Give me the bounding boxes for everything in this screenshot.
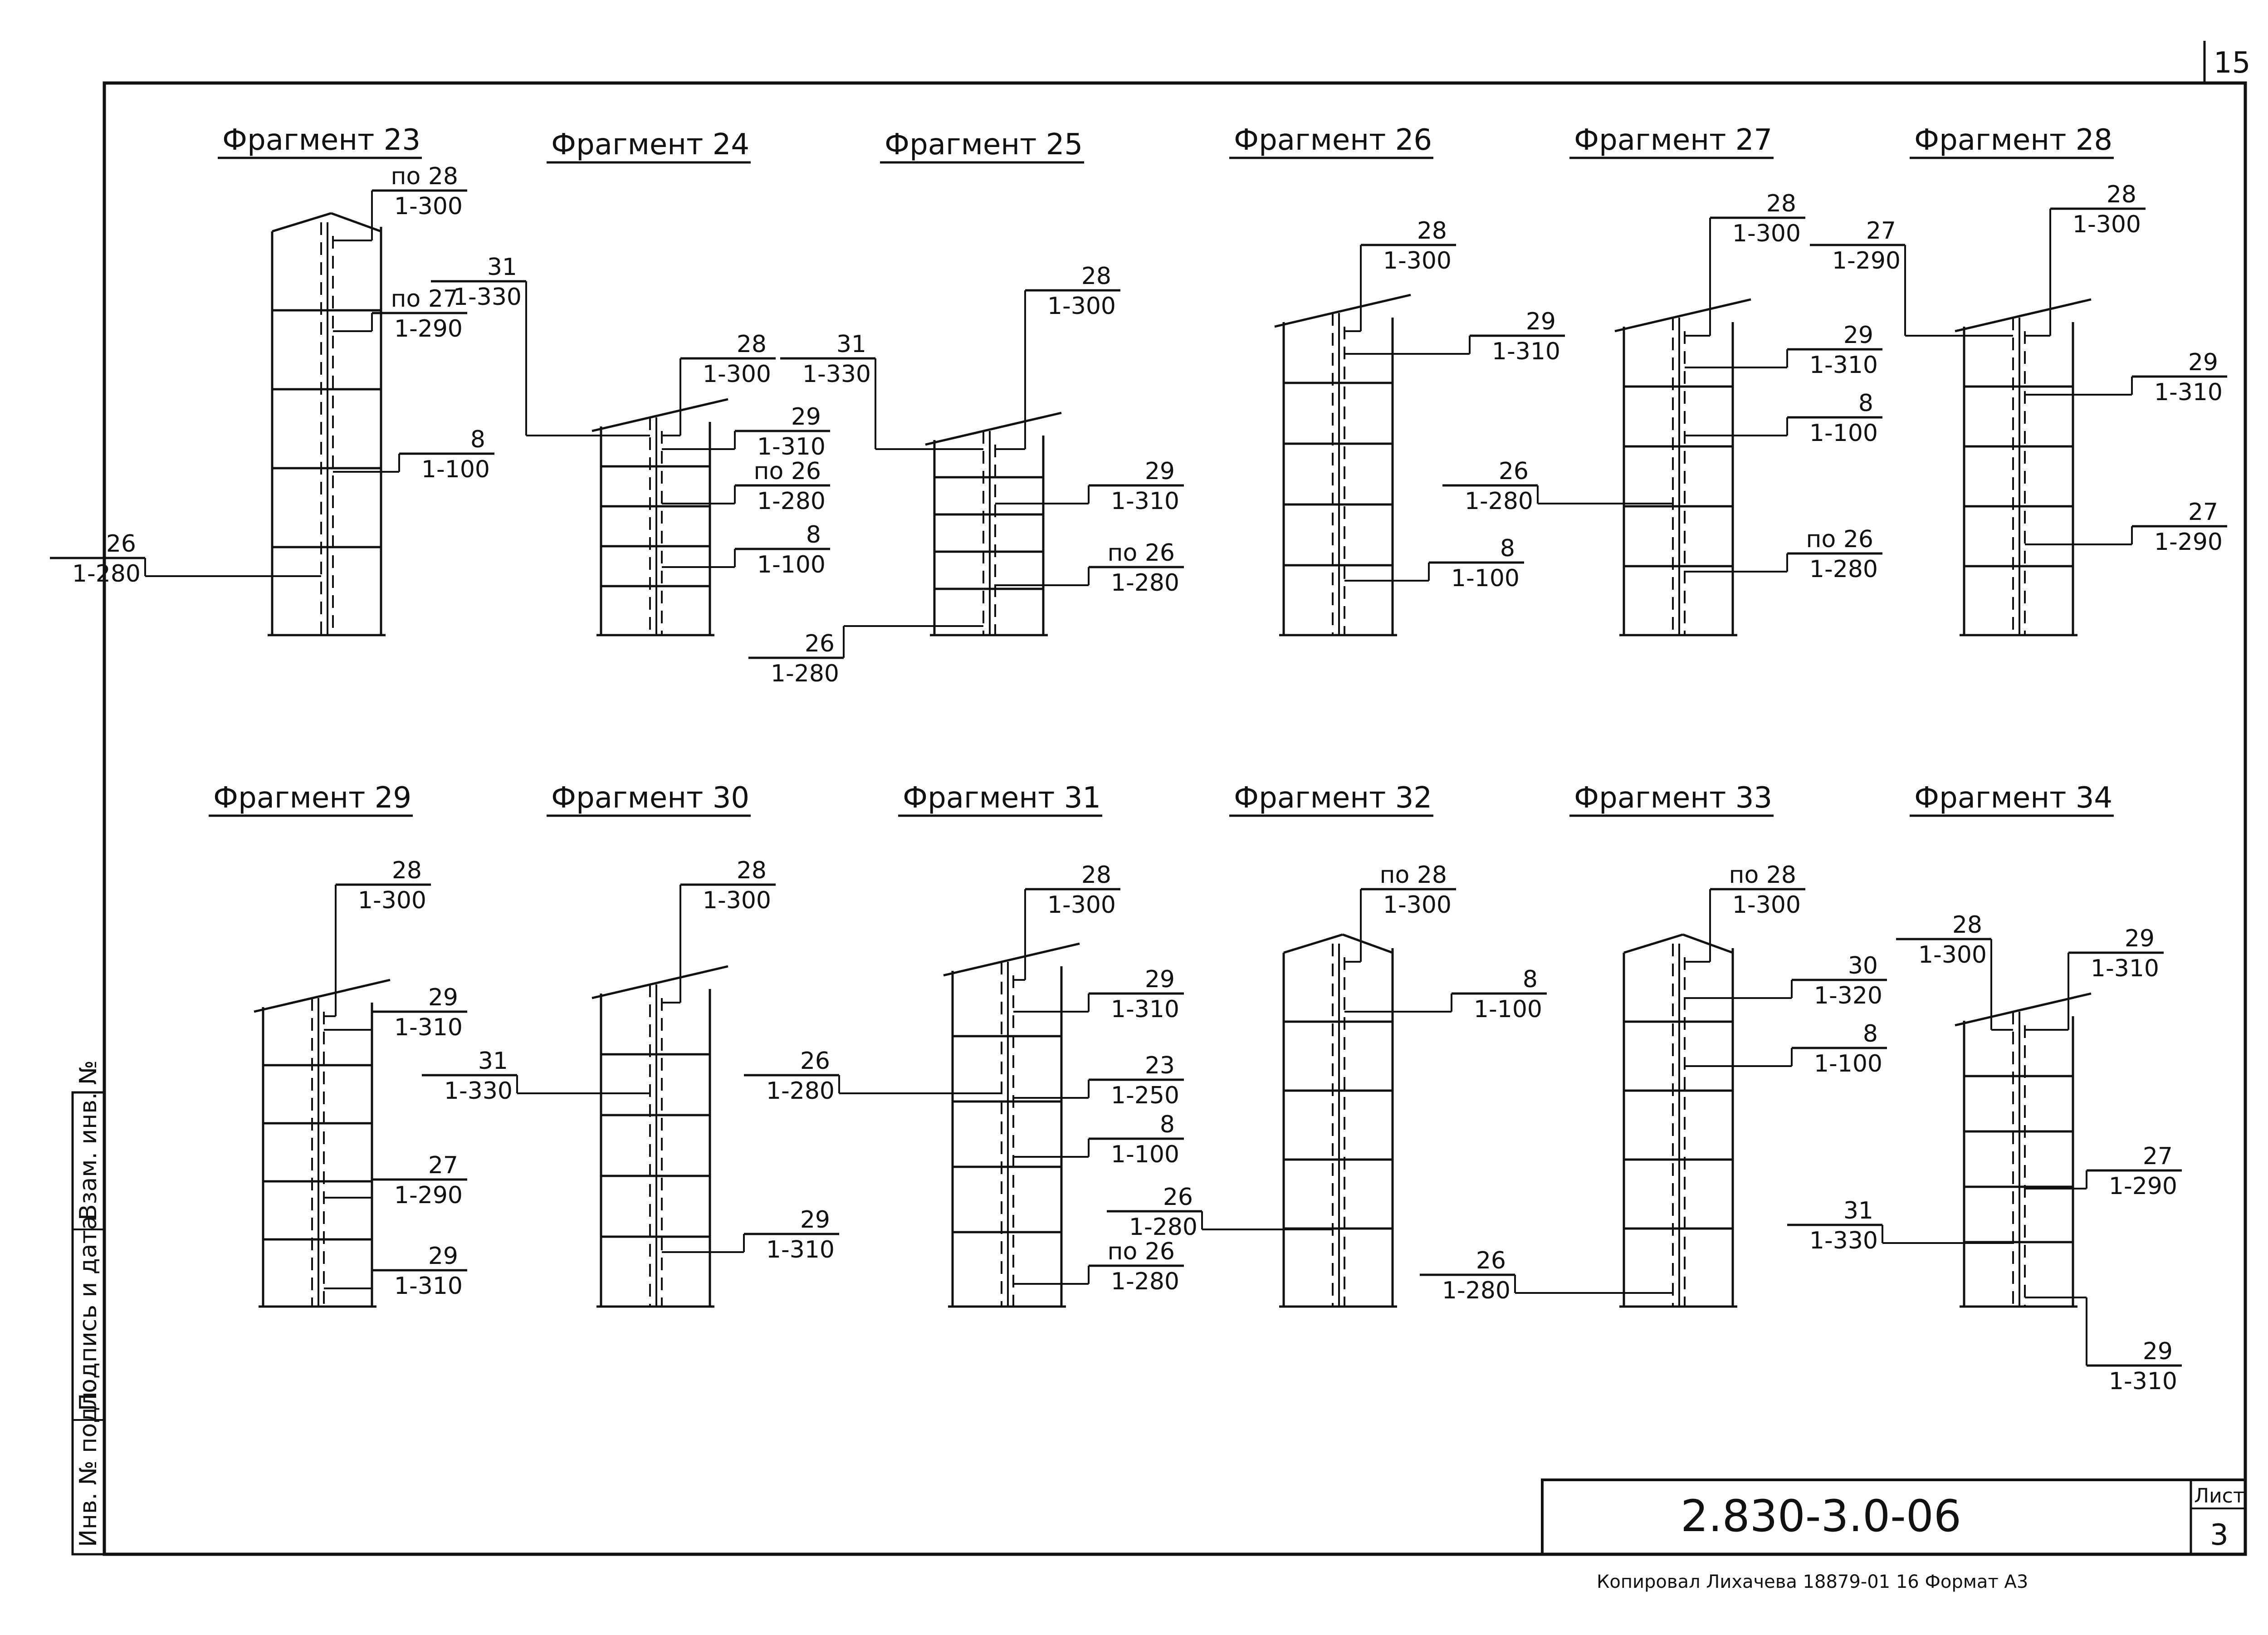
callout-number: 29 [1144, 966, 1175, 993]
callout-number: 23 [1144, 1052, 1175, 1079]
fragment-32 [1107, 781, 1547, 1307]
fragment-29 [209, 781, 467, 1307]
callout-number: 8 [1862, 1020, 1878, 1048]
callout-number: по 26 [1107, 539, 1175, 567]
roof-edge [592, 966, 728, 998]
callout-number: 29 [1144, 458, 1175, 485]
roof-edge [943, 944, 1080, 975]
callout-scale: 1-310 [2090, 955, 2159, 982]
roof-edge [1624, 935, 1683, 953]
callout-number: 26 [1498, 458, 1529, 485]
callout-number: 26 [804, 630, 835, 657]
callout-scale: 1-280 [757, 488, 826, 515]
callout-number: 28 [1081, 862, 1111, 889]
callout-number: 8 [806, 521, 821, 548]
callout-number: 8 [1522, 966, 1538, 993]
document-code: 2.830-3.0-06 [1681, 1491, 1961, 1542]
stamp-inv-podl: Инв. № подл. [75, 1384, 102, 1547]
fragment-title: Фрагмент 29 [213, 781, 412, 815]
fragment-title: Фрагмент 32 [1234, 781, 1432, 815]
callout-scale: 1-310 [1491, 338, 1560, 365]
callout-number: 29 [2188, 349, 2218, 376]
callout-number: по 26 [1107, 1238, 1175, 1265]
sheet-number: 3 [2210, 1518, 2229, 1552]
callout-number: 30 [1848, 952, 1878, 979]
callout-scale: 1-330 [444, 1077, 513, 1105]
callout-scale: 1-100 [421, 456, 490, 483]
callout-number: 29 [1843, 322, 1873, 349]
callout-scale: 1-100 [1473, 996, 1542, 1023]
callout-scale: 1-300 [394, 193, 463, 220]
callout-scale: 1-300 [1918, 941, 1987, 969]
fragment-title: Фрагмент 23 [222, 123, 421, 157]
fragment-title: Фрагмент 25 [885, 128, 1083, 162]
fragment-title: Фрагмент 33 [1574, 781, 1773, 815]
callout-number: 29 [2124, 925, 2155, 952]
callout-scale: 1-300 [357, 887, 426, 914]
roof-edge [592, 399, 728, 431]
callout-number: 31 [836, 331, 866, 358]
callout-scale: 1-330 [453, 284, 522, 311]
callout-scale: 1-310 [2108, 1368, 2177, 1395]
callout-scale: 1-290 [1832, 247, 1901, 274]
callout-scale: 1-310 [394, 1273, 463, 1300]
callout-number: 29 [791, 403, 821, 431]
roof-edge [1955, 299, 2091, 331]
callout-scale: 1-280 [1110, 1268, 1179, 1295]
callout-scale: 1-280 [770, 660, 839, 687]
fragment-title: Фрагмент 28 [1914, 123, 2113, 157]
callout-number: 31 [478, 1048, 508, 1075]
roof-edge [272, 213, 331, 231]
fragment-title: Фрагмент 24 [551, 128, 750, 162]
callout-number: 27 [2142, 1143, 2173, 1170]
callout-number: 28 [736, 857, 767, 884]
sheet-label: Лист [2194, 1484, 2245, 1508]
callout-number: по 28 [1729, 862, 1796, 889]
callout-number: по 27 [391, 285, 458, 313]
callout-scale: 1-100 [1809, 420, 1878, 447]
callout-scale: 1-330 [1809, 1227, 1878, 1254]
roof-edge [1955, 994, 2091, 1025]
callout-number: 31 [487, 254, 517, 281]
callout-number: 26 [1476, 1247, 1506, 1274]
callout-scale: 1-290 [394, 1182, 463, 1209]
fragment-group [50, 123, 2227, 1395]
callout-number: 29 [428, 984, 458, 1011]
fragment-24 [431, 128, 830, 635]
callout-scale: 1-300 [1383, 247, 1452, 274]
fragment-title: Фрагмент 34 [1914, 781, 2113, 815]
callout-number: 29 [1525, 308, 1556, 335]
callout-scale: 1-280 [1129, 1214, 1198, 1241]
callout-number: по 26 [1806, 526, 1873, 553]
callout-scale: 1-310 [1809, 352, 1878, 379]
callout-scale: 1-300 [1383, 891, 1452, 919]
callout-scale: 1-330 [802, 361, 871, 388]
callout-scale: 1-280 [1464, 488, 1533, 515]
callout-number: по 28 [1379, 862, 1447, 889]
callout-scale: 1-310 [757, 433, 826, 460]
callout-number: 8 [470, 426, 485, 453]
roof-edge [1275, 295, 1411, 327]
callout-scale: 1-100 [1110, 1141, 1179, 1168]
callout-scale: 1-310 [1110, 996, 1179, 1023]
side-stamp [73, 1060, 104, 1554]
callout-number: 28 [1417, 217, 1447, 245]
roof-edge [254, 980, 390, 1012]
callout-number: 28 [1766, 190, 1796, 217]
roof-edge [331, 213, 381, 231]
callout-scale: 1-300 [2072, 211, 2141, 238]
callout-scale: 1-290 [2108, 1173, 2177, 1200]
fragment-34 [1787, 781, 2182, 1395]
title-block [1542, 1480, 2245, 1554]
callout-number: 29 [428, 1243, 458, 1270]
roof-edge [1284, 935, 1343, 953]
callout-scale: 1-100 [757, 551, 826, 578]
callout-scale: 1-300 [1732, 220, 1801, 247]
callout-number: 8 [1500, 535, 1515, 562]
callout-scale: 1-280 [1442, 1277, 1510, 1304]
callout-number: 28 [736, 331, 767, 358]
callout-scale: 1-300 [702, 887, 771, 914]
callout-scale: 1-310 [1110, 488, 1179, 515]
callout-number: по 28 [391, 163, 458, 190]
roof-edge [1683, 935, 1733, 953]
fragment-30 [422, 781, 839, 1307]
callout-number: 27 [2188, 499, 2218, 526]
callout-scale: 1-290 [394, 315, 463, 343]
roof-edge [1615, 299, 1751, 331]
fragment-title: Фрагмент 26 [1234, 123, 1432, 157]
callout-scale: 1-310 [394, 1014, 463, 1041]
callout-scale: 1-310 [2154, 379, 2223, 406]
callout-scale: 1-100 [1451, 565, 1520, 592]
callout-number: 29 [2142, 1338, 2173, 1365]
fragment-title: Фрагмент 30 [551, 781, 750, 815]
callout-scale: 1-280 [1809, 556, 1878, 583]
callout-number: 27 [428, 1152, 458, 1179]
callout-number: 8 [1159, 1111, 1175, 1138]
fragment-title: Фрагмент 27 [1574, 123, 1773, 157]
callout-scale: 1-310 [766, 1236, 835, 1263]
fragment-23 [50, 123, 494, 635]
fragment-26 [1229, 123, 1565, 635]
footer-note: Копировал Лихачева 18879-01 16 Формат А3 [1597, 1571, 2028, 1592]
callout-number: по 26 [753, 458, 821, 485]
stamp-vzam-inv: Взам. инв. № [75, 1060, 102, 1220]
callout-number: 28 [391, 857, 422, 884]
callout-scale: 1-300 [1047, 891, 1116, 919]
callout-number: 26 [1163, 1184, 1193, 1211]
callout-scale: 1-300 [1047, 293, 1116, 320]
callout-number: 26 [106, 530, 136, 558]
callout-scale: 1-320 [1813, 982, 1882, 1009]
callout-number: 27 [1866, 217, 1896, 245]
page-number: 15 [2214, 46, 2251, 80]
callout-number: 29 [800, 1206, 830, 1234]
callout-scale: 1-250 [1110, 1082, 1179, 1109]
callout-scale: 1-300 [702, 361, 771, 388]
callout-number: 8 [1858, 390, 1873, 417]
callout-number: 26 [800, 1048, 830, 1075]
callout-scale: 1-290 [2154, 529, 2223, 556]
callout-scale: 1-280 [1110, 569, 1179, 597]
callout-number: 28 [1952, 911, 1982, 939]
fragment-title: Фрагмент 31 [903, 781, 1101, 815]
callout-scale: 1-280 [72, 560, 141, 587]
callout-number: 28 [1081, 263, 1111, 290]
callout-number: 31 [1843, 1197, 1873, 1224]
callout-scale: 1-100 [1813, 1050, 1882, 1077]
roof-edge [1343, 935, 1393, 953]
roof-edge [925, 413, 1061, 445]
callout-scale: 1-280 [766, 1077, 835, 1105]
callout-scale: 1-300 [1732, 891, 1801, 919]
stamp-podpis-data: Подпись и дата [75, 1215, 102, 1411]
callout-number: 28 [2106, 181, 2136, 208]
